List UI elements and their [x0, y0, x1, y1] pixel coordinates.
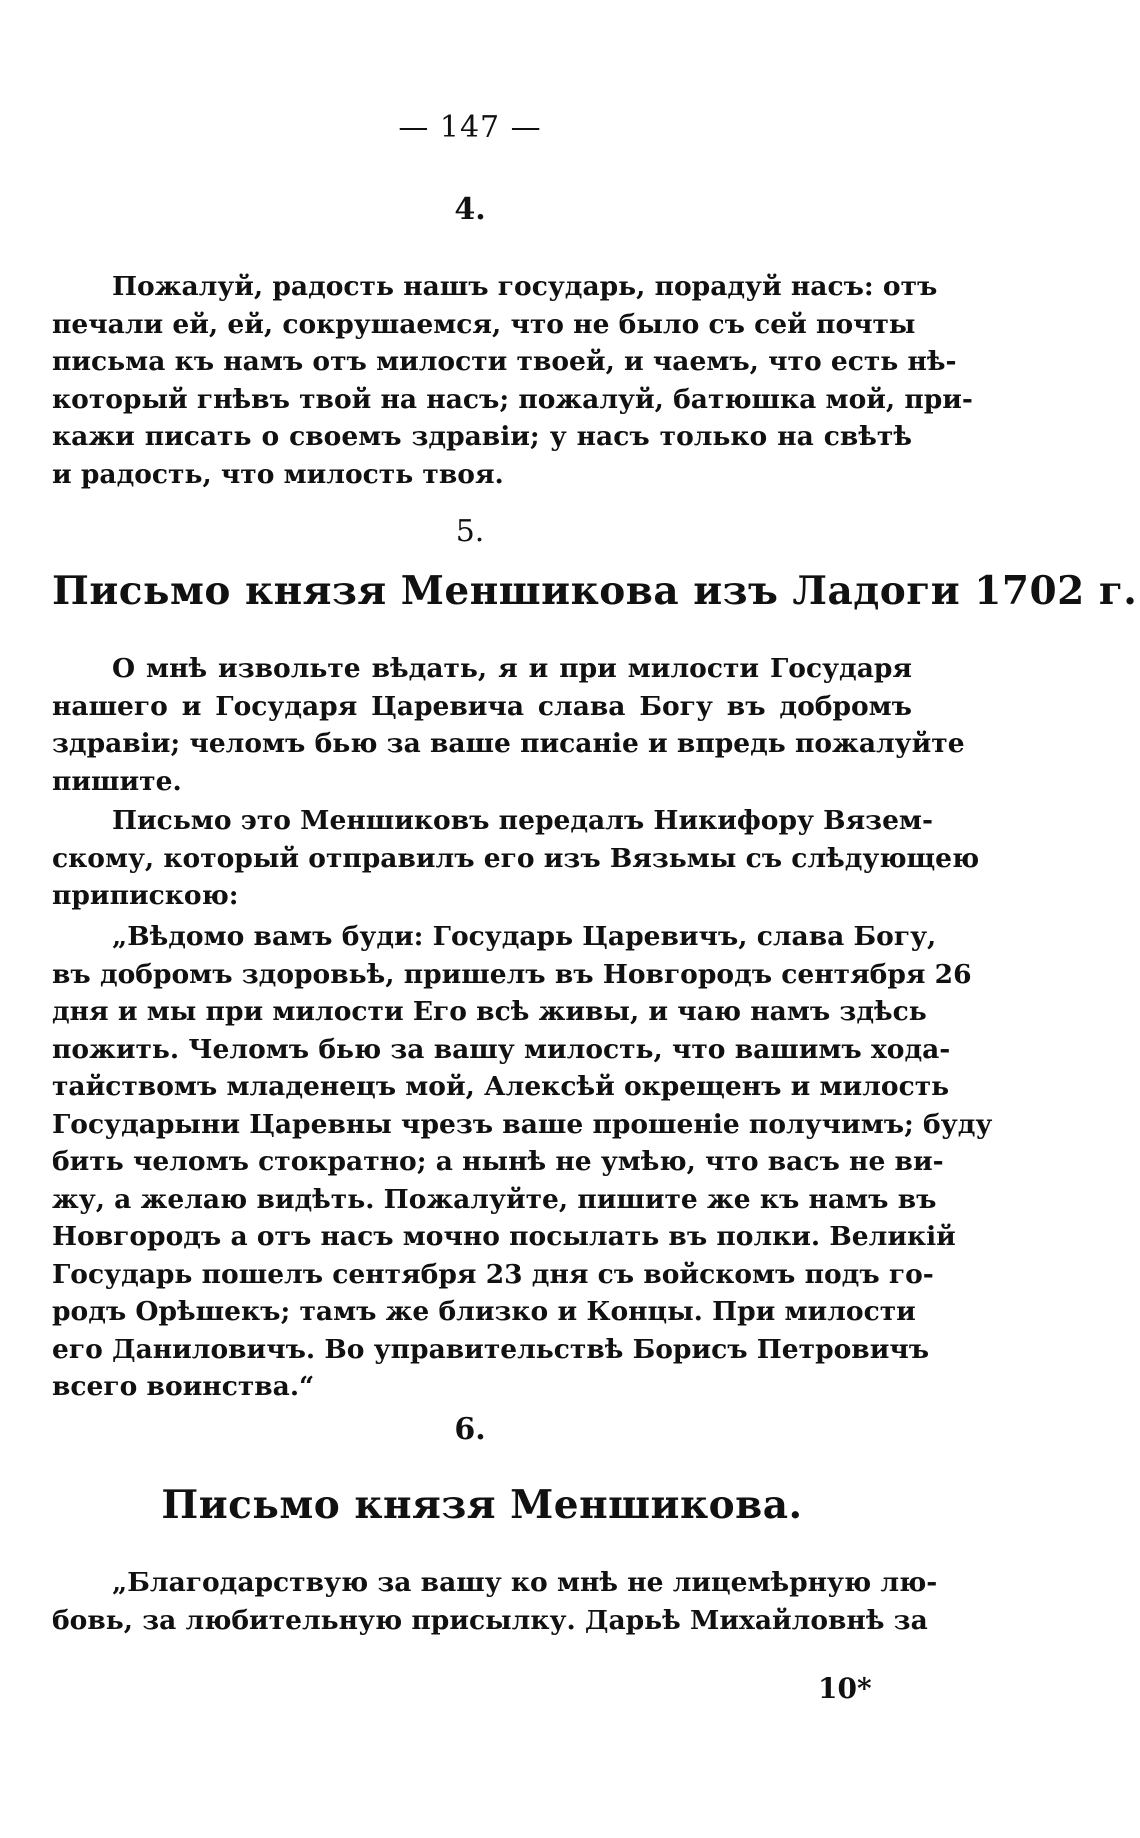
- text-line: нашего и Государя Царевича слава Богу въ добромъ: [52, 690, 912, 722]
- text-line: письма къ намъ отъ милости твоей, и чаемъ, что есть нѣ-: [52, 346, 957, 377]
- section-4-text: [52, 268, 973, 493]
- text-line: скому, который отправилъ его изъ Вязьмы съ слѣдующею: [52, 842, 980, 874]
- text-line: Письмо это Меншиковъ передалъ Никифору Вязем-: [112, 805, 933, 836]
- text-line: бовь, за любительную присылку. Дарьѣ Михайловнѣ за: [52, 1604, 928, 1636]
- text-line: родъ Орѣшекъ; тамъ же близко и Концы. При милости: [52, 1296, 916, 1327]
- text-line: пишите.: [52, 765, 182, 797]
- text-line: кажи писать о своемъ здравіи; у насъ только на свѣтѣ: [52, 421, 912, 452]
- section-5-heading: Письмо князя Меншикова изъ Ладоги 1702 г.: [52, 568, 1138, 614]
- text-line: Государыни Царевны чрезъ ваше прошеніе получимъ; буду: [52, 1108, 993, 1140]
- text-line: въ добромъ здоровьѣ, пришелъ въ Новгородъ сентября 26: [52, 958, 972, 990]
- text-line: бить челомъ стократно; а нынѣ не умѣю, что васъ не ви-: [52, 1146, 944, 1177]
- text-line: Пожалуй, радость нашъ государь, порадуй насъ: отъ: [112, 271, 938, 302]
- text-line: „Благодарствую за вашу ко мнѣ не лицемѣрную лю-: [112, 1567, 938, 1598]
- page-number: — 147 —: [398, 110, 542, 145]
- text-line: его Даниловичъ. Во управительствѣ Борисъ Петровичъ: [52, 1333, 930, 1365]
- text-line: всего воинства.“: [52, 1371, 315, 1402]
- printer-signature-mark: 10*: [818, 1672, 872, 1705]
- section-number-5: 5.: [455, 514, 485, 549]
- text-line: дня и мы при милости Его всѣ живы, и чаю намъ здѣсь: [52, 996, 927, 1027]
- text-line: О мнѣ извольте вѣдать, я и при милости Государя: [112, 653, 912, 684]
- text-line: тайствомъ младенецъ мой, Алексѣй окрещенъ и милость: [52, 1071, 950, 1102]
- text-line: Новгородъ а отъ насъ мочно посылать въ полки. Великій: [52, 1221, 956, 1252]
- section-number-6: 6.: [454, 1412, 486, 1447]
- text-line: который гнѣвъ твой на насъ; пожалуй, батюшка мой, при-: [52, 383, 973, 415]
- text-line: здравіи; челомъ бью за ваше писаніе и впредь пожалуйте: [52, 728, 965, 759]
- text-line: печали ей, ей, сокрушаемся, что не было съ сей почты: [52, 308, 916, 340]
- editorial-note: [52, 802, 980, 915]
- text-line: пожить. Челомъ бью за вашу милость, что вашимъ хода-: [52, 1033, 951, 1065]
- section-6-text: [52, 1564, 938, 1639]
- text-line: „Вѣдомо вамъ буди: Государь Царевичъ, слава Богу,: [112, 921, 937, 952]
- text-line: Государь пошелъ сентября 23 дня съ войскомъ подъ го-: [52, 1258, 934, 1290]
- section-number-4: 4.: [454, 192, 486, 227]
- text-line: и радость, что милость твоя.: [52, 458, 504, 490]
- letter-1-text: [52, 650, 965, 800]
- section-6-heading: Письмо князя Меншикова.: [161, 1482, 803, 1528]
- text-line: жу, а желаю видѣть. Пожалуйте, пишите же къ намъ въ: [52, 1183, 937, 1215]
- postscript-text: [52, 918, 993, 1406]
- text-line: припискою:: [52, 880, 239, 911]
